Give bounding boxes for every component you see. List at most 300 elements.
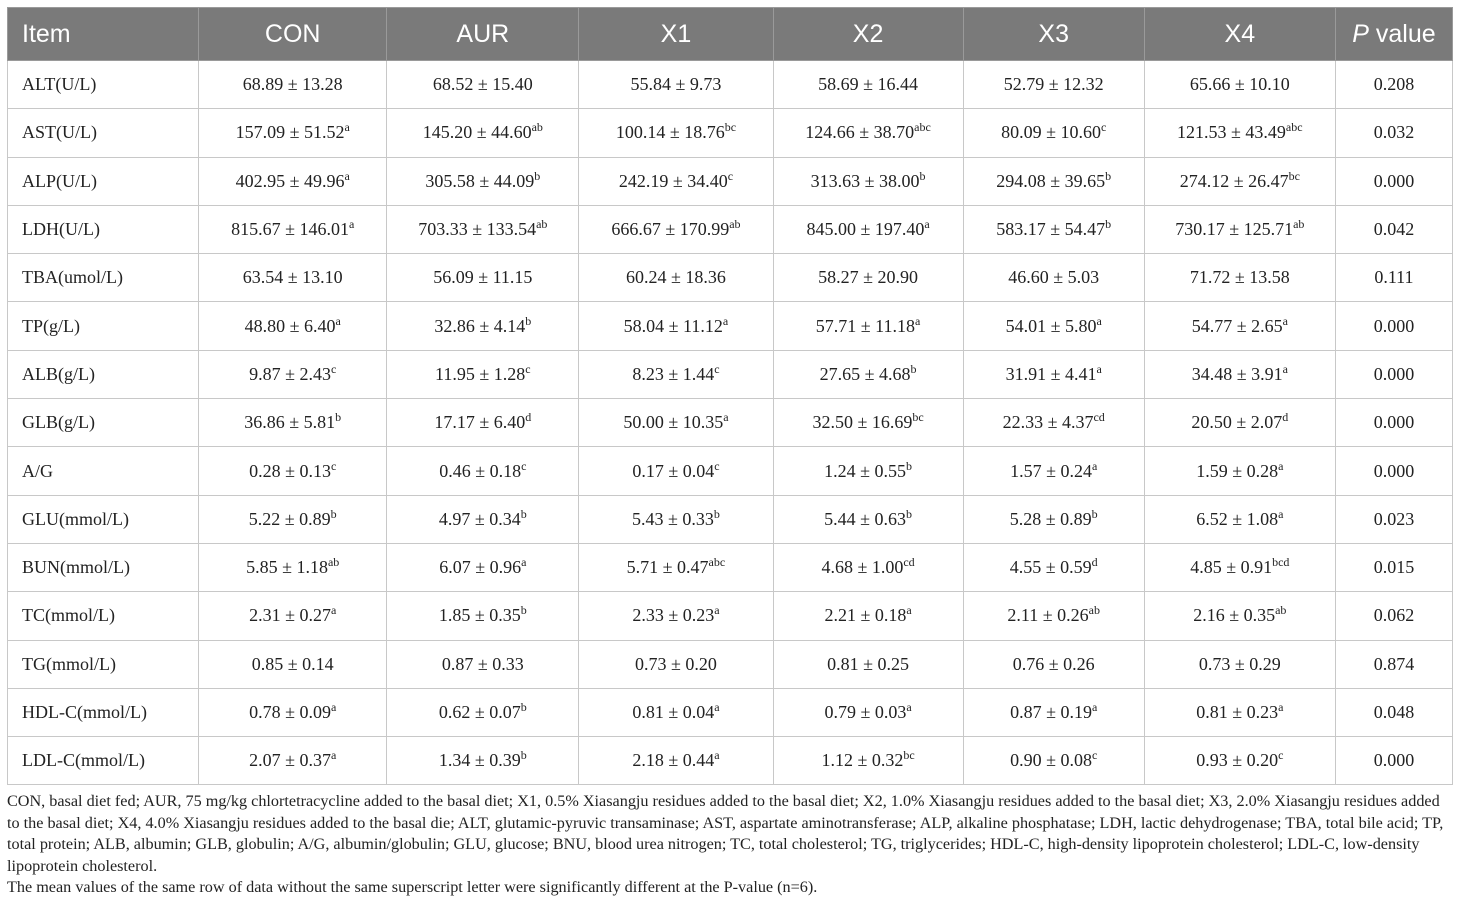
table-cell	[1144, 205, 1335, 253]
significance-superscript: a	[714, 700, 720, 714]
cell-value: 0.28 ± 0.13	[249, 460, 331, 481]
table-cell	[387, 157, 579, 205]
significance-superscript: bc	[903, 748, 915, 763]
cell-value: 55.84 ± 9.73	[630, 74, 722, 95]
table-cell	[199, 205, 387, 253]
table-cell	[199, 254, 387, 302]
table-footnote	[7, 791, 1455, 899]
significance-superscript: c	[714, 361, 720, 376]
column-header-label: X3	[1038, 19, 1069, 48]
significance-superscript: b	[1105, 168, 1112, 183]
cell-value: 54.77 ± 2.65	[1191, 315, 1283, 336]
significance-superscript: c	[1091, 748, 1098, 763]
table-cell	[579, 109, 773, 157]
table-cell	[579, 205, 773, 253]
table-cell	[387, 640, 579, 688]
table-cell	[387, 254, 579, 302]
significance-superscript: a	[906, 603, 912, 618]
cell-value: 1.85 ± 0.35	[438, 605, 521, 626]
table-cell	[963, 737, 1144, 785]
p-value-cell: 0.874	[1335, 640, 1452, 688]
table-cell	[579, 350, 773, 398]
table-cell	[579, 592, 773, 640]
table-cell	[387, 447, 579, 495]
column-header-1	[199, 8, 387, 61]
cell-value: 52.79 ± 12.32	[1003, 74, 1104, 95]
significance-superscript: a	[915, 313, 921, 328]
p-value-cell: 0.000	[1335, 302, 1452, 350]
significance-superscript: b	[906, 506, 912, 521]
table-cell	[963, 399, 1144, 447]
significance-superscript: b	[1105, 217, 1112, 232]
significance-superscript: bc	[912, 410, 924, 425]
significance-superscript: d	[1282, 410, 1289, 425]
p-value-cell: 0.000	[1335, 350, 1452, 398]
table-cell	[773, 205, 963, 253]
table-cell	[387, 543, 579, 591]
table-cell	[387, 688, 579, 736]
cell-value: 56.09 ± 11.15	[433, 267, 533, 288]
table-cell	[579, 61, 773, 109]
cell-value: 50.00 ± 10.35	[623, 412, 724, 433]
table-row	[8, 109, 1453, 157]
table-row	[8, 688, 1453, 736]
cell-value: 703.33 ± 133.54	[418, 219, 537, 240]
significance-superscript: ab	[531, 120, 543, 135]
significance-superscript: a	[1278, 458, 1284, 473]
cell-value: 0.73 ± 0.29	[1198, 653, 1281, 674]
significance-superscript: ab	[1088, 603, 1100, 618]
table-cell	[773, 157, 963, 205]
significance-superscript: ab	[536, 217, 548, 232]
table-cell	[1144, 302, 1335, 350]
significance-superscript: abc	[914, 120, 931, 135]
table-cell	[579, 495, 773, 543]
significance-superscript: a	[335, 313, 341, 328]
table-cell	[1144, 350, 1335, 398]
significance-superscript: abc	[1285, 120, 1303, 135]
significance-superscript: a	[714, 603, 720, 618]
p-value-cell: 0.000	[1335, 737, 1452, 785]
cell-value: 2.16 ± 0.35	[1193, 605, 1276, 626]
significance-superscript: c	[330, 458, 337, 473]
significance-superscript: a	[344, 168, 350, 183]
cell-value: 583.17 ± 54.47	[996, 219, 1106, 240]
cell-value: 36.86 ± 5.81	[244, 412, 336, 433]
significance-superscript: a	[521, 555, 527, 570]
significance-superscript: b	[919, 168, 926, 183]
table-cell	[1144, 399, 1335, 447]
cell-value: 48.80 ± 6.40	[244, 315, 336, 336]
table-row	[8, 61, 1453, 109]
significance-superscript: cd	[1093, 410, 1105, 425]
table-cell	[773, 109, 963, 157]
significance-superscript: c	[1278, 748, 1284, 763]
cell-value: 124.66 ± 38.70	[805, 122, 915, 143]
table-cell	[199, 543, 387, 591]
significance-superscript: b	[525, 313, 532, 328]
p-value-cell: 0.032	[1335, 109, 1452, 157]
table-cell	[579, 640, 773, 688]
significance-superscript: d	[525, 410, 532, 425]
table-cell	[963, 61, 1144, 109]
cell-value: 313.63 ± 38.00	[810, 170, 920, 191]
p-value-cell: 0.000	[1335, 157, 1452, 205]
column-header-3	[579, 8, 773, 61]
table-cell	[387, 592, 579, 640]
cell-value: 2.18 ± 0.44	[632, 750, 715, 771]
table-cell	[1144, 640, 1335, 688]
row-item-label: ALT(U/L)	[8, 61, 199, 109]
significance-superscript: a	[1091, 458, 1098, 473]
table-cell	[199, 447, 387, 495]
table-row	[8, 447, 1453, 495]
table-cell	[387, 399, 579, 447]
significance-superscript: b	[1091, 506, 1098, 521]
column-header-0	[8, 8, 199, 61]
row-item-label: TP(g/L)	[8, 302, 199, 350]
cell-value: 8.23 ± 1.44	[632, 363, 715, 384]
cell-value: 815.67 ± 146.01	[231, 219, 349, 240]
row-item-label: ALP(U/L)	[8, 157, 199, 205]
table-cell	[963, 302, 1144, 350]
significance-superscript: b	[520, 748, 527, 763]
cell-value: 0.81 ± 0.04	[632, 702, 715, 722]
table-cell	[963, 592, 1144, 640]
cell-value: 71.72 ± 13.58	[1189, 267, 1290, 288]
cell-value: 68.89 ± 13.28	[242, 74, 343, 95]
cell-value: 1.24 ± 0.55	[824, 460, 906, 481]
cell-value: 32.86 ± 4.14	[434, 315, 526, 336]
cell-value: 0.81 ± 0.23	[1196, 702, 1279, 722]
table-cell	[773, 640, 963, 688]
table-cell	[579, 157, 773, 205]
significance-superscript: a	[722, 313, 729, 328]
significance-superscript: a	[330, 748, 337, 763]
table-cell	[963, 109, 1144, 157]
table-cell	[387, 495, 579, 543]
cell-value: 242.19 ± 34.40	[618, 170, 728, 191]
table-cell	[963, 688, 1144, 736]
table-cell	[773, 447, 963, 495]
cell-value: 100.14 ± 18.76	[615, 122, 725, 143]
table-cell	[199, 61, 387, 109]
table-cell	[773, 592, 963, 640]
table-header	[8, 8, 1453, 61]
cell-value: 0.87 ± 0.19	[1010, 702, 1092, 722]
p-value-cell: 0.111	[1335, 254, 1452, 302]
table-cell	[773, 254, 963, 302]
significance-superscript: a	[924, 217, 930, 232]
cell-value: 60.24 ± 18.36	[625, 267, 726, 288]
column-header-label: value	[1368, 19, 1436, 48]
column-header-5	[963, 8, 1144, 61]
cell-value: 34.48 ± 3.91	[1191, 363, 1283, 384]
table-cell	[199, 157, 387, 205]
row-item-label: HDL-C(mmol/L)	[8, 688, 199, 736]
p-value-cell: 0.000	[1335, 447, 1452, 495]
footnote-significance: The mean values of the same row of data without the same superscript letter were significantly different at the P-value (n=6).	[7, 878, 818, 896]
row-item-label: ALB(g/L)	[8, 350, 199, 398]
significance-superscript: b	[713, 506, 720, 521]
row-item-label: BUN(mmol/L)	[8, 543, 199, 591]
cell-value: 22.33 ± 4.37	[1002, 412, 1094, 433]
table-cell	[963, 640, 1144, 688]
column-header-2	[387, 8, 579, 61]
column-header-7	[1335, 8, 1452, 61]
table-cell	[387, 737, 579, 785]
table-cell	[963, 350, 1144, 398]
cell-value: 157.09 ± 51.52	[235, 122, 345, 143]
cell-value: 305.58 ± 44.09	[425, 170, 535, 191]
column-header-4	[773, 8, 963, 61]
table-row	[8, 640, 1453, 688]
table-cell	[199, 737, 387, 785]
table-cell	[1144, 592, 1335, 640]
cell-value: 68.52 ± 15.40	[432, 74, 533, 95]
cell-value: 4.68 ± 1.00	[821, 557, 904, 578]
cell-value: 31.91 ± 4.41	[1005, 363, 1097, 384]
significance-superscript: b	[534, 168, 541, 183]
table-cell	[387, 61, 579, 109]
cell-value: 2.21 ± 0.18	[824, 605, 907, 626]
table-cell	[199, 399, 387, 447]
cell-value: 58.27 ± 20.90	[818, 267, 918, 288]
cell-value: 32.50 ± 16.69	[812, 412, 913, 433]
cell-value: 46.60 ± 5.03	[1008, 267, 1100, 288]
table-body	[8, 61, 1453, 785]
significance-superscript: ab	[1275, 603, 1287, 618]
column-header-label: X2	[852, 19, 884, 48]
cell-value: 1.57 ± 0.24	[1010, 460, 1092, 481]
significance-superscript: a	[714, 748, 720, 763]
significance-superscript: a	[906, 700, 912, 714]
row-item-label: TG(mmol/L)	[8, 640, 199, 688]
table-cell	[1144, 254, 1335, 302]
significance-superscript: c	[521, 458, 527, 473]
cell-value: 730.17 ± 125.71	[1175, 219, 1294, 240]
significance-superscript: abc	[708, 555, 726, 570]
table-cell	[199, 302, 387, 350]
table-cell	[1144, 109, 1335, 157]
table-cell	[579, 302, 773, 350]
table-row	[8, 350, 1453, 398]
row-item-label: A/G	[8, 447, 199, 495]
row-item-label: GLB(g/L)	[8, 399, 199, 447]
header-row	[8, 8, 1453, 61]
column-header-label: CON	[264, 19, 321, 48]
p-value-cell: 0.062	[1335, 592, 1452, 640]
cell-value: 402.95 ± 49.96	[235, 170, 345, 191]
column-header-italic: P	[1352, 19, 1369, 48]
significance-superscript: b	[906, 458, 912, 473]
table-row	[8, 543, 1453, 591]
cell-value: 63.54 ± 13.10	[242, 267, 343, 288]
table-cell	[963, 157, 1144, 205]
p-value-cell: 0.042	[1335, 205, 1452, 253]
significance-superscript: c	[525, 361, 531, 376]
table-cell	[773, 543, 963, 591]
significance-superscript: a	[1096, 313, 1102, 328]
cell-value: 0.73 ± 0.20	[634, 653, 717, 674]
significance-superscript: d	[1091, 555, 1098, 570]
cell-value: 1.34 ± 0.39	[438, 750, 521, 771]
table-cell	[1144, 447, 1335, 495]
table-cell	[387, 350, 579, 398]
significance-superscript: ab	[327, 555, 340, 570]
cell-value: 54.01 ± 5.80	[1005, 315, 1097, 336]
cell-value: 57.71 ± 11.18	[815, 315, 915, 336]
table-cell	[773, 688, 963, 736]
significance-superscript: b	[520, 506, 527, 521]
cell-value: 845.00 ± 197.40	[806, 219, 925, 240]
p-value-cell: 0.023	[1335, 495, 1452, 543]
table-cell	[387, 205, 579, 253]
table-row	[8, 495, 1453, 543]
cell-value: 5.28 ± 0.89	[1009, 508, 1092, 529]
cell-value: 145.20 ± 44.60	[422, 122, 532, 143]
cell-value: 0.85 ± 0.14	[251, 653, 334, 674]
significance-superscript: b	[520, 603, 527, 618]
table-row	[8, 205, 1453, 253]
significance-superscript: a	[723, 410, 729, 425]
table-cell	[1144, 157, 1335, 205]
data-table	[7, 7, 1453, 785]
column-header-6	[1144, 8, 1335, 61]
table-cell	[963, 205, 1144, 253]
cell-value: 5.43 ± 0.33	[631, 508, 714, 529]
significance-superscript: b	[520, 700, 527, 714]
cell-value: 80.09 ± 10.60	[1001, 122, 1101, 143]
row-item-label: TBA(umol/L)	[8, 254, 199, 302]
cell-value: 5.44 ± 0.63	[824, 508, 906, 529]
significance-superscript: cd	[903, 555, 915, 570]
cell-value: 274.12 ± 26.47	[1179, 170, 1289, 191]
cell-value: 0.78 ± 0.09	[249, 702, 331, 722]
cell-value: 5.22 ± 0.89	[248, 508, 331, 529]
cell-value: 2.07 ± 0.37	[249, 750, 331, 771]
significance-superscript: bc	[724, 120, 737, 135]
table-cell	[199, 592, 387, 640]
row-item-label: GLU(mmol/L)	[8, 495, 199, 543]
table-row	[8, 302, 1453, 350]
footnote-abbreviations: CON, basal diet fed; AUR, 75 mg/kg chlortetracycline added to the basal diet; X1, 0.5% Xiasangju residues added to the basal diet; X2, 1.0% Xiasangju residues added to the basal diet; X3, 2.0% Xiasangju residues added to the basal diet; X4, 4.0% Xiasangju residues added to the basal die; ALT, glutamic-pyruvic transaminase; AST, aspartate aminotransferase; ALP, alkaline phosphatase; LDH, lactic dehydrogenase; TBA, total bile acid; TP, total protein; ALB, albumin; GLB, globulin; A/G, albumin/globulin; GLU, glucose; BNU, blood urea nitrogen; TC, total cholesterol; TG, triglycerides; HDL-C, high-density lipoprotein cholesterol; LDL-C, low-density lipoprotein cholesterol.	[7, 792, 1444, 875]
cell-value: 0.79 ± 0.03	[824, 702, 907, 722]
significance-superscript: ab	[729, 217, 741, 232]
table-cell	[773, 737, 963, 785]
table-cell	[773, 495, 963, 543]
table-cell	[579, 543, 773, 591]
table-cell	[199, 688, 387, 736]
significance-superscript: a	[1278, 506, 1284, 521]
significance-superscript: a	[1282, 313, 1288, 328]
row-item-label: TC(mmol/L)	[8, 592, 199, 640]
table-cell	[1144, 543, 1335, 591]
table-cell	[773, 350, 963, 398]
cell-value: 5.85 ± 1.18	[246, 557, 328, 578]
significance-superscript: c	[330, 361, 337, 376]
cell-value: 0.76 ± 0.26	[1012, 653, 1095, 674]
table-cell	[579, 254, 773, 302]
table-cell	[579, 447, 773, 495]
cell-value: 27.65 ± 4.68	[819, 363, 911, 384]
column-header-label: AUR	[456, 19, 510, 48]
cell-value: 0.87 ± 0.33	[441, 653, 524, 674]
table-cell	[1144, 495, 1335, 543]
significance-superscript: bcd	[1272, 555, 1290, 570]
column-header-label: X1	[660, 19, 692, 48]
table-cell	[579, 737, 773, 785]
cell-value: 58.69 ± 16.44	[818, 74, 918, 95]
table-cell	[199, 350, 387, 398]
row-item-label: LDL-C(mmol/L)	[8, 737, 199, 785]
significance-superscript: a	[1091, 700, 1098, 714]
p-value-cell: 0.208	[1335, 61, 1452, 109]
significance-superscript: b	[335, 410, 342, 425]
cell-value: 4.85 ± 0.91	[1190, 557, 1273, 578]
table-row	[8, 737, 1453, 785]
table-cell	[199, 640, 387, 688]
cell-value: 1.59 ± 0.28	[1196, 460, 1279, 481]
significance-superscript: b	[910, 361, 917, 376]
cell-value: 58.04 ± 11.12	[623, 315, 723, 336]
table-cell	[387, 302, 579, 350]
significance-superscript: c	[727, 168, 734, 183]
row-item-label: AST(U/L)	[8, 109, 199, 157]
significance-superscript: a	[330, 700, 337, 714]
significance-superscript: bc	[1288, 168, 1300, 183]
significance-superscript: a	[330, 603, 337, 618]
table-cell	[199, 109, 387, 157]
table-cell	[387, 109, 579, 157]
table-cell	[963, 543, 1144, 591]
cell-value: 0.62 ± 0.07	[438, 702, 521, 722]
table-cell	[1144, 61, 1335, 109]
table-cell	[1144, 737, 1335, 785]
cell-value: 0.90 ± 0.08	[1010, 750, 1092, 771]
cell-value: 65.66 ± 10.10	[1189, 74, 1290, 95]
cell-value: 2.33 ± 0.23	[632, 605, 715, 626]
table-row	[8, 157, 1453, 205]
cell-value: 6.52 ± 1.08	[1196, 508, 1279, 529]
table-cell	[963, 254, 1144, 302]
cell-value: 0.17 ± 0.04	[632, 460, 715, 481]
cell-value: 294.08 ± 39.65	[996, 170, 1106, 191]
cell-value: 2.31 ± 0.27	[249, 605, 331, 626]
significance-superscript: c	[714, 458, 720, 473]
significance-superscript: a	[1278, 700, 1284, 714]
significance-superscript: a	[1282, 361, 1288, 376]
table-cell	[963, 447, 1144, 495]
column-header-label: Item	[22, 19, 71, 48]
cell-value: 9.87 ± 2.43	[249, 363, 331, 384]
significance-superscript: a	[348, 217, 355, 232]
table-cell	[773, 399, 963, 447]
table-cell	[579, 688, 773, 736]
table-cell	[1144, 688, 1335, 736]
cell-value: 6.07 ± 0.96	[439, 557, 522, 578]
table-cell	[579, 399, 773, 447]
cell-value: 4.97 ± 0.34	[438, 508, 521, 529]
cell-value: 2.11 ± 0.26	[1007, 605, 1089, 626]
significance-superscript: a	[1096, 361, 1102, 376]
cell-value: 0.81 ± 0.25	[827, 653, 909, 674]
significance-superscript: ab	[1293, 217, 1305, 232]
significance-superscript: c	[1100, 120, 1107, 135]
cell-value: 17.17 ± 6.40	[434, 412, 526, 433]
cell-value: 11.95 ± 1.28	[435, 363, 526, 384]
cell-value: 0.46 ± 0.18	[439, 460, 522, 481]
